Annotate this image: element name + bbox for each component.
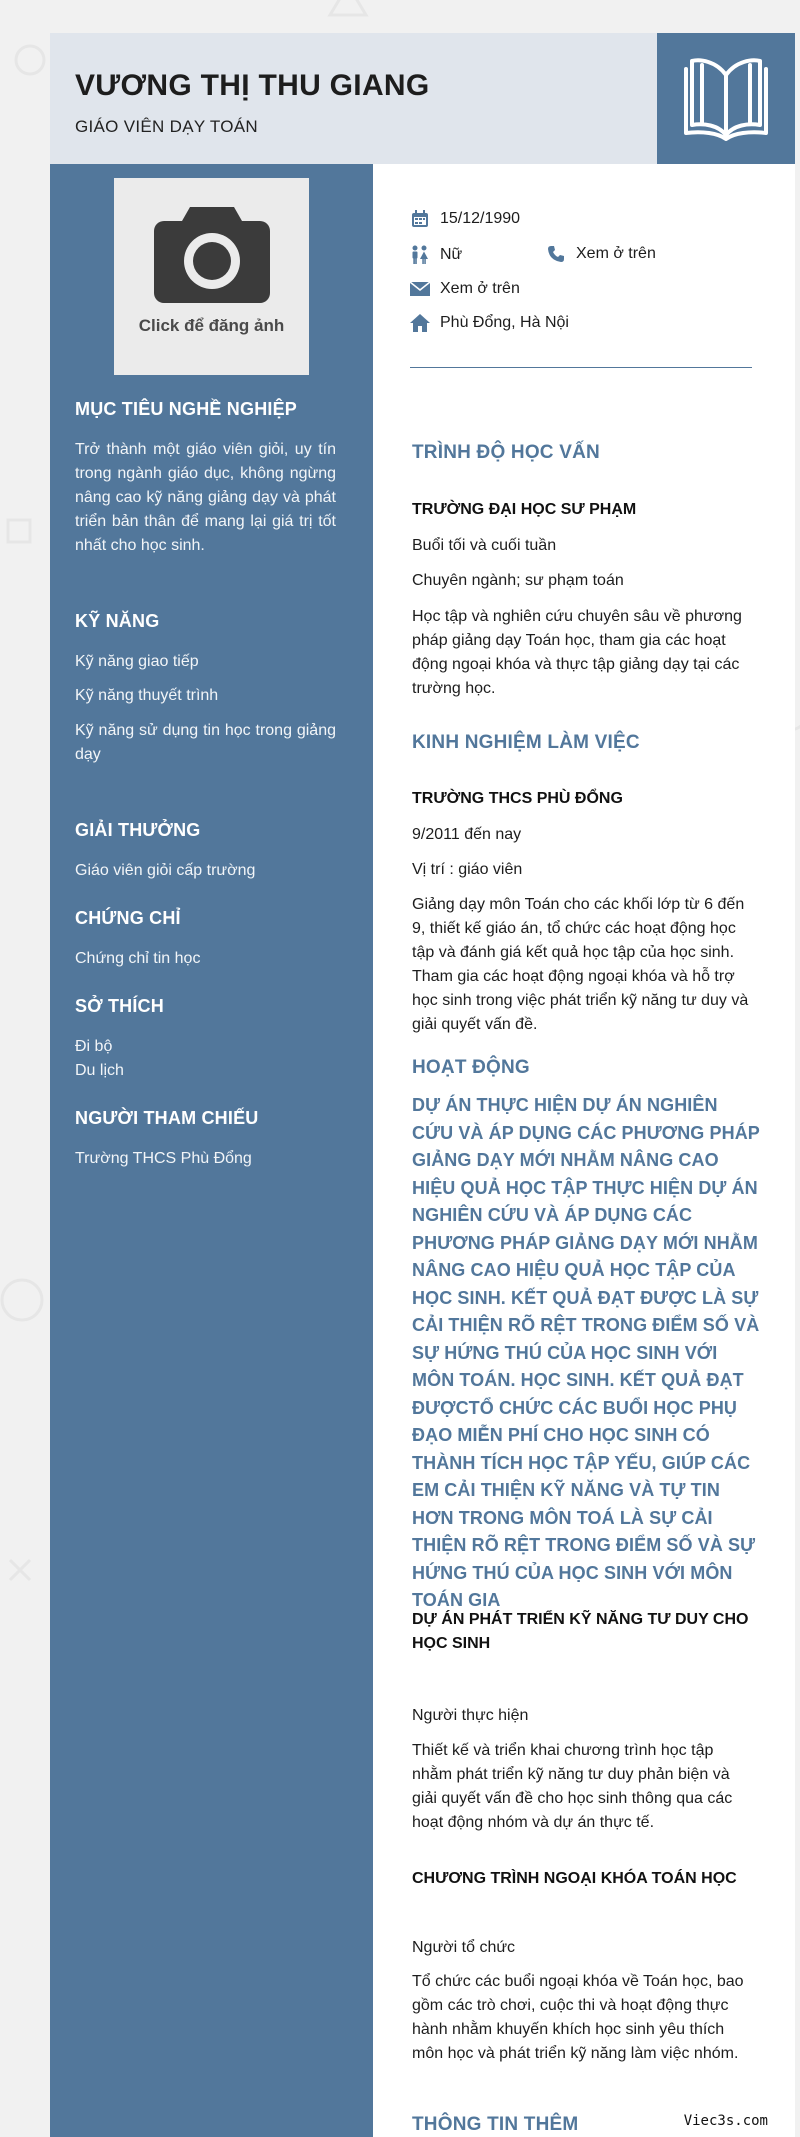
experience-position: Vị trí : giáo viên [412, 861, 523, 878]
contact-divider [410, 367, 752, 368]
education-school: TRƯỜNG ĐẠI HỌC SƯ PHẠM [412, 501, 637, 518]
reference-item: Trường THCS Phù Đổng [75, 1150, 252, 1167]
gender-value: Nữ [440, 246, 463, 263]
project-title: CHƯƠNG TRÌNH NGOẠI KHÓA TOÁN HỌC [412, 1870, 737, 1887]
hobbies-heading: SỞ THÍCH [75, 996, 164, 1016]
more-info-heading: THÔNG TIN THÊM [412, 2114, 579, 2135]
address-row [410, 314, 569, 332]
birthday-row [410, 210, 520, 228]
email-value: Xem ở trên [440, 280, 520, 297]
hobby-item: Đi bộ [75, 1038, 113, 1055]
phone-value: Xem ở trên [576, 245, 656, 262]
home-icon [410, 314, 430, 332]
open-book-icon [678, 53, 774, 145]
photo-upload-label: Click để đăng ảnh [138, 316, 285, 335]
gender-row [410, 245, 462, 265]
awards-heading: GIẢI THƯỞNG [75, 820, 201, 840]
education-description: Học tập và nghiên cứu chuyên sâu về phương pháp giảng dạy Toán học, tham gia các hoạt động ngoại khóa và thực tập giảng dạy tại các trường học. [412, 608, 742, 697]
certificate-item: Chứng chỉ tin học [75, 950, 201, 967]
education-heading: TRÌNH ĐỘ HỌC VẤN [412, 442, 600, 463]
experience-description: Giảng dạy môn Toán cho các khối lớp từ 6 đến 9, thiết kế giáo án, tổ chức các hoạt động học tập và đánh giá kết quả học tập của học sinh. Tham gia các hoạt động ngoại khóa và hỗ trợ học sinh trong việc phát triển kỹ năng tư duy và giải quyết vấn đề. [412, 896, 749, 1033]
objective-text: Trở thành một giáo viên giỏi, uy tín trong ngành giáo dục, không ngừng nâng cao kỹ năng giảng dạy và phát triển bản thân để mang lại giá trị tốt nhất cho học sinh. [75, 441, 336, 554]
project-role: Người tổ chức [412, 1939, 516, 1956]
email-icon [410, 282, 430, 296]
candidate-name: VƯƠNG THỊ THU GIANG [75, 69, 430, 102]
birthday-value: 15/12/1990 [440, 210, 521, 227]
skill-item: Kỹ năng sử dụng tin học trong giảng dạy [75, 722, 336, 763]
resume-header [50, 33, 795, 164]
experience-heading: KINH NGHIỆM LÀM VIỆC [412, 732, 640, 753]
activities-heading: HOẠT ĐỘNG [412, 1057, 530, 1078]
experience-company: TRƯỜNG THCS PHÙ ĐỔNG [412, 790, 623, 807]
activities-intro: DỰ ÁN THỰC HIỆN DỰ ÁN NGHIÊN CỨU VÀ ÁP DỤNG CÁC PHƯƠNG PHÁP GIẢNG DẠY MỚI NHẰM NÂNG CAO HIỆU QUẢ HỌC TẬP THỰC HIỆN DỰ ÁN NGHIÊN CỨU VÀ ÁP DỤNG CÁC PHƯƠNG PHÁP GIẢNG DẠY MỚI NHẰM NÂNG CAO HIỆU QUẢ HỌC TẬP CỦA HỌC SINH. KẾT QUẢ ĐẠT ĐƯỢC LÀ SỰ CẢI THIỆN RÕ RỆT TRONG ĐIỂM SỐ VÀ SỰ HỨNG THÚ CỦA HỌC SINH VỚI MÔN TOÁN. HỌC SINH. KẾT QUẢ ĐẠT ĐƯỢCTỔ CHỨC CÁC BUỔI HỌC PHỤ ĐẠO MIỄN PHÍ CHO HỌC SINH CÓ THÀNH TÍCH HỌC TẬP YẾU, GIÚP CÁC EM CẢI THIỆN KỸ NĂNG VÀ TỰ TIN HƠN TRONG MÔN TOÁ LÀ SỰ CẢI THIỆN RÕ RỆT TRONG ĐIỂM SỐ VÀ SỰ HỨNG THÚ CỦA HỌC SINH VỚI MÔN TOÁN GIA [412, 1095, 760, 1610]
education-time: Buổi tối và cuối tuần [412, 537, 557, 554]
calendar-icon [410, 210, 430, 228]
hobby-item: Du lịch [75, 1062, 124, 1079]
email-row [410, 280, 520, 298]
photo-upload[interactable] [114, 178, 309, 375]
project-description: Thiết kế và triển khai chương trình học tập nhằm phát triển kỹ năng tư duy phản biện và giải quyết vấn đề cho học sinh thông qua các hoạt động nhóm và dự án thực tế. [412, 1742, 733, 1831]
phone-row [546, 245, 656, 263]
skill-item: Kỹ năng giao tiếp [75, 653, 199, 670]
sidebar [50, 164, 373, 2137]
skill-item: Kỹ năng thuyết trình [75, 687, 219, 704]
skills-heading: KỸ NĂNG [75, 611, 160, 631]
award-item: Giáo viên giỏi cấp trường [75, 862, 256, 879]
camera-icon [152, 205, 272, 305]
resume-page [50, 33, 795, 2137]
watermark: Viec3s.com [683, 2113, 768, 2129]
gender-icon [410, 245, 430, 265]
phone-icon [546, 245, 566, 263]
objective-heading: MỤC TIÊU NGHỀ NGHIỆP [75, 399, 298, 419]
experience-period: 9/2011 đến nay [412, 826, 522, 843]
project-description: Tổ chức các buổi ngoại khóa về Toán học, bao gồm các trò chơi, cuộc thi và hoạt động thực hành nhằm khuyến khích học sinh yêu thích môn học và phát triển kỹ năng làm việc nhóm. [412, 1973, 744, 2062]
address-value: Phù Đổng, Hà Nội [440, 314, 569, 331]
project-role: Người thực hiện [412, 1707, 529, 1724]
header-icon-box [657, 33, 795, 164]
references-heading: NGƯỜI THAM CHIẾU [75, 1108, 259, 1128]
certificates-heading: CHỨNG CHỈ [75, 908, 181, 928]
project-title: DỰ ÁN PHÁT TRIỂN KỸ NĂNG TƯ DUY CHO HỌC SINH [412, 1611, 749, 1652]
candidate-job-title: GIÁO VIÊN DẠY TOÁN [75, 117, 259, 136]
education-major: Chuyên ngành; sư phạm toán [412, 572, 624, 589]
